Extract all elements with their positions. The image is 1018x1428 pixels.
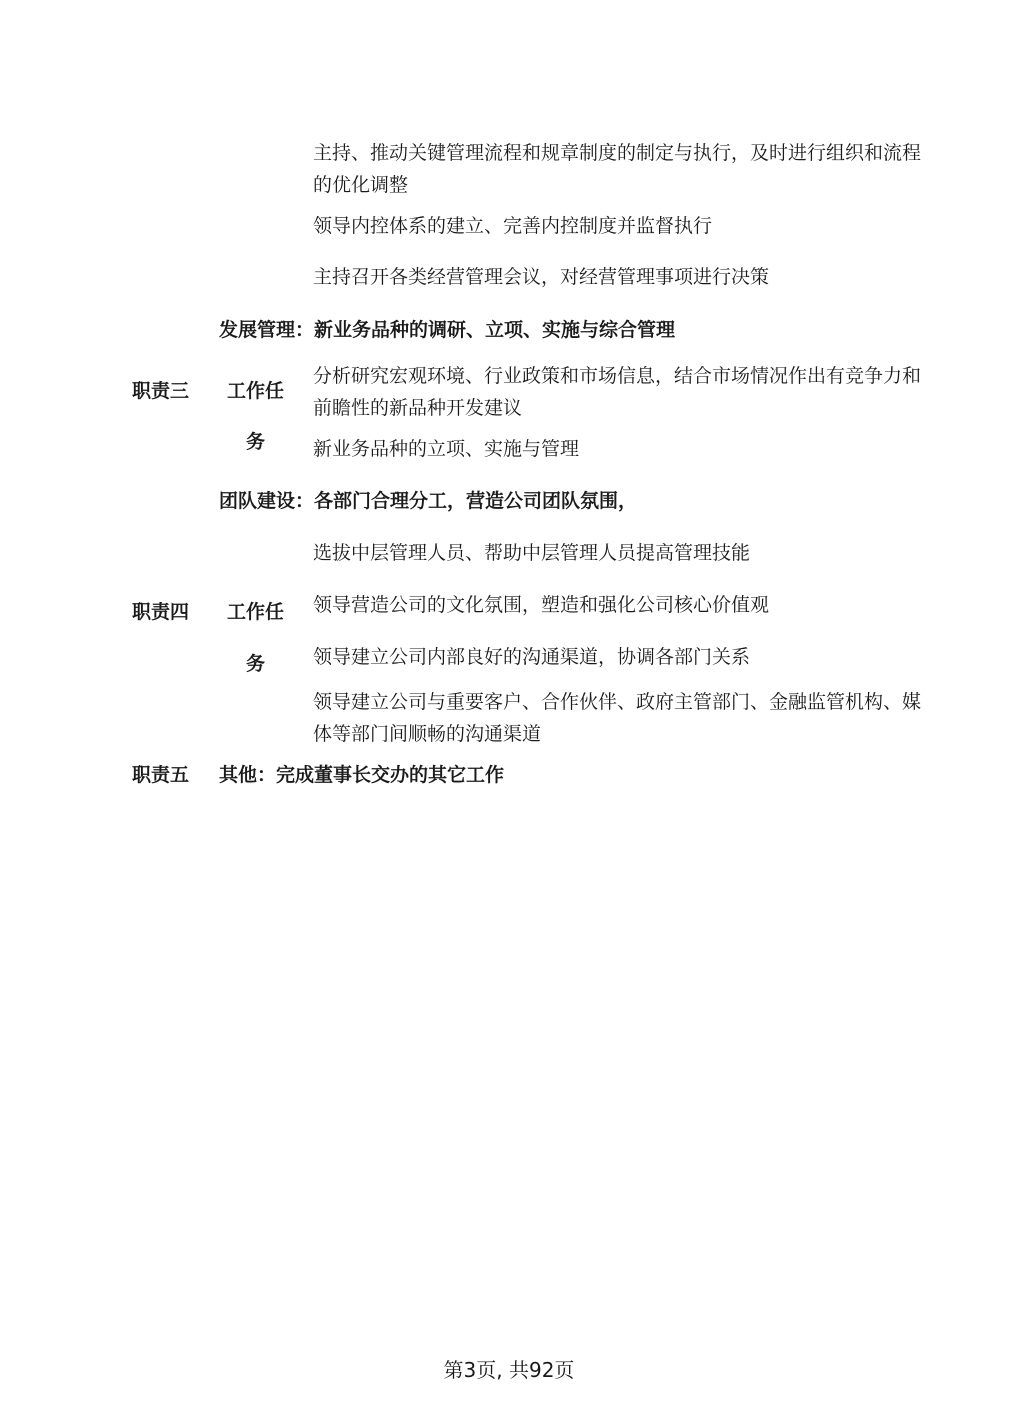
- task-text: 领导建立公司与重要客户、合作伙伴、政府主管部门、金融监管机构、媒体等部门间顺畅的沟通渠道: [313, 691, 922, 745]
- task-label: 工作任: [227, 601, 285, 623]
- task-text: 分析研究宏观环境、行业政策和市场信息，结合市场情况作出有竞争力和前瞻性的新品种开发建议: [313, 365, 922, 419]
- task-label: 务: [246, 431, 266, 453]
- task-text: 领导建立公司内部良好的沟通渠道，协调各部门关系: [313, 646, 751, 668]
- section-heading: 团队建设：各部门合理分工，营造公司团队氛围，: [219, 490, 638, 512]
- task-text: 新业务品种的立项、实施与管理: [313, 438, 580, 460]
- task-text: 主持、推动关键管理流程和规章制度的制定与执行，及时进行组织和流程的优化调整: [313, 142, 922, 196]
- page-footer: 第3页, 共92页: [443, 1358, 575, 1382]
- task-label: 工作任: [227, 380, 285, 402]
- section-heading: 发展管理：新业务品种的调研、立项、实施与综合管理: [219, 319, 676, 341]
- duty-label: 职责五: [132, 764, 190, 786]
- task-text: 选拔中层管理人员、帮助中层管理人员提高管理技能: [313, 542, 751, 564]
- task-text: 领导营造公司的文化氛围，塑造和强化公司核心价值观: [313, 594, 770, 616]
- duty-label: 职责四: [132, 601, 190, 623]
- section-heading: 其他：完成董事长交办的其它工作: [219, 764, 505, 786]
- task-text: 主持召开各类经营管理会议，对经营管理事项进行决策: [313, 266, 770, 288]
- duty-label: 职责三: [132, 380, 190, 402]
- task-label: 务: [246, 653, 266, 675]
- task-text: 领导内控体系的建立、完善内控制度并监督执行: [313, 215, 713, 237]
